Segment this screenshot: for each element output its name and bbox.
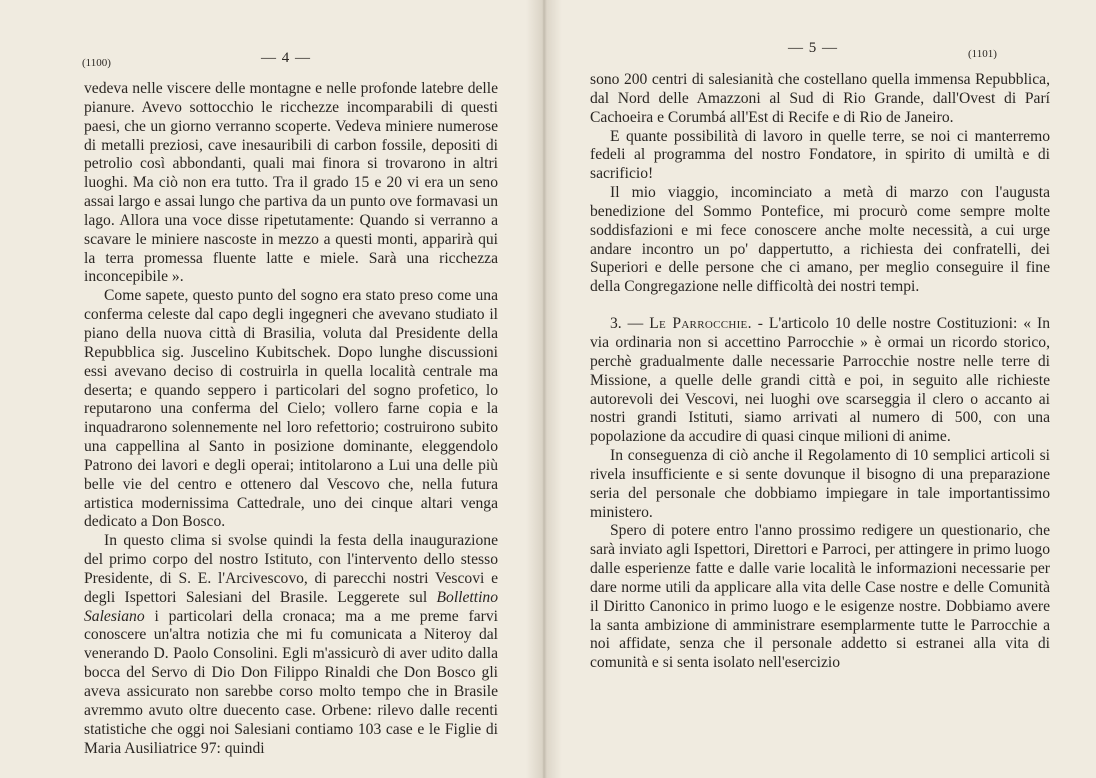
paragraph: Come sapete, questo punto del sogno era stato preso come una conferma celeste dal capo degli ingegneri che avevano studiato il piano della nuova città di Brasilia, voluta dal Presidente della Repubblica sig. Juscelino Kubitschek. Dopo lunghe discussioni essi avevano deciso di costruirla in quella località centrale ma deserta; e quando seppero i particolari del sogno profetico, lo reputarono una conferma del Cielo; vollero farne copia e la inquadrarono solennemente nel loro refettorio; costruirono subito una cappellina al Santo in posizione dominante, eleggendolo Patrono dei lavori e degli operai; intitolarono a Lui una delle più belle vie del centro e ottenero dal Vescovo che, nella futura artistica modernissima Cattedrale, uno dei cinque altari venga dedicato a Don Bosco.: [84, 287, 498, 531]
paragraph: Il mio viaggio, incominciato a metà di marzo con l'augusta benedizione del Sommo Pontefice, mi procurò come sempre molte soddisfazioni e mi fece conoscere anche molte necessità, a cui urge andare incontro un po' dappertutto, a richiesta dei confratelli, dei Superiori e delle persone che ci amano, per meglio conseguire il fine della Congregazione nelle difficoltà dei nostri tempi.: [590, 184, 1050, 296]
right-folio: (1101): [968, 48, 997, 60]
paragraph: [84, 532, 498, 758]
left-page-number: — 4 —: [261, 50, 311, 66]
paragraph: In conseguenza di ciò anche il Regolamento di 10 semplici articoli si rivela insufficiente e si sente dovunque il bisogno di una preparazione seria del personale che dobbiamo impiegare in tale importantissimo ministero.: [590, 447, 1050, 521]
left-page: [0, 0, 544, 778]
paragraph: sono 200 centri di salesianità che costellano quella immensa Repubblica, dal Nord delle Amazzoni al Sud di Rio Grande, dall'Ovest di Parí Cachoeira e Corumbá all'Est di Recife e di Rio de Janeiro.: [590, 71, 1050, 126]
left-folio: (1100): [82, 57, 111, 69]
paragraph: Spero di potere entro l'anno prossimo redigere un questionario, che sarà inviato agli Ispettori, Direttori e Parroci, per attingere in primo luogo dalle esperienze fatte e dalle varie località le informazioni necessarie per dare norme utili da applicare alla vita delle Case nostre e delle Comunità il Diritto Canonico in primo luogo e le esigenze nostre. Dobbiamo avere la santa ambizione di amministrare esemplarmente tutte le Parrocchie a noi affidate, senza che il personale addetto si estranei alla vita di comunità e si senta isolato nell'esercizio: [590, 522, 1050, 672]
paragraph-text: i particolari della cronaca; ma a me preme farvi conoscere un'altra notizia che mi fu comunicata a Niteroy dal venerando D. Paolo Consolini. Egli m'assicurò di aver udito dalla bocca del Servo di Dio Don Filippo Rinaldi che Don Bosco gli aveva assicurato non sarebbe corso molto tempo che in Brasile avremmo avuto oltre duecento case. Orbene: rilevo dalle recenti statistiche che oggi noi Salesiani contiamo 103 case e le Figlie di Maria Ausiliatrice 97: quindi: [84, 607, 498, 757]
paragraph: vedeva nelle viscere delle montagne e nelle profonde latebre delle pianure. Avevo sottocchio le ricchezze incomparabili di questi paesi, che un giorno verranno scoperte. Vedeva miniere numerose di metalli preziosi, cave inesauribili di carbon fossile, depositi di petrolio così abbondanti, quali mai finora si trovarono in altri luoghi. Ma ciò non era tutto. Tra il grado 15 e 20 vi era un seno assai largo e assai lungo che partiva da un punto ove formavasi un lago. Allora una voce disse ripetutamente: Quando si verranno a scavare le miniere nascoste in mezzo a questi monti, apparirà qui la terra promessa fluente latte e miele. Sarà una ricchezza inconcepibile ».: [84, 80, 498, 286]
left-page-body: [84, 80, 498, 758]
journal-title: Bollettino Salesiano: [84, 588, 498, 625]
paragraph: E quante possibilità di lavoro in quelle terre, se noi ci manterremo fedeli al programma del nostro Fondatore, in spirito di umiltà e di sacrificio!: [590, 127, 1050, 183]
right-page-number: — 5 —: [788, 40, 838, 56]
section-title: Le Parrocchie.: [649, 315, 752, 333]
right-page-body: [590, 71, 1050, 673]
section-number: 3. —: [610, 315, 644, 333]
paragraph-text: In questo clima si svolse quindi la festa della inaugurazione del primo corpo del nostro Istituto, con l'intervento dello stesso Presidente, di S. E. l'Arcivescovo, di parecchi nostri Vescovi e degli Ispettori Salesiani del Brasile. Leggerete sul: [84, 532, 498, 606]
section-spacer: [590, 297, 1050, 315]
right-page: [544, 0, 1096, 778]
paragraph-text: - L'articolo 10 delle nostre Costituzioni: « In via ordinaria non si accettino Parrocchie » è ormai un ricordo storico, perchè gradualmente dalle necessarie Parrocchie nostre nelle terre di Missione, a quelle delle grandi città e poi, in seguito alle richieste autorevoli dei Vescovi, nei luoghi ove scarseggia il clero o accanto ai nostri grandi Istituti, siamo arrivati al numero di 500, con una popolazione da accudire di quasi cinque milioni di anime.: [590, 315, 1051, 446]
section-heading-paragraph: [590, 315, 1050, 447]
